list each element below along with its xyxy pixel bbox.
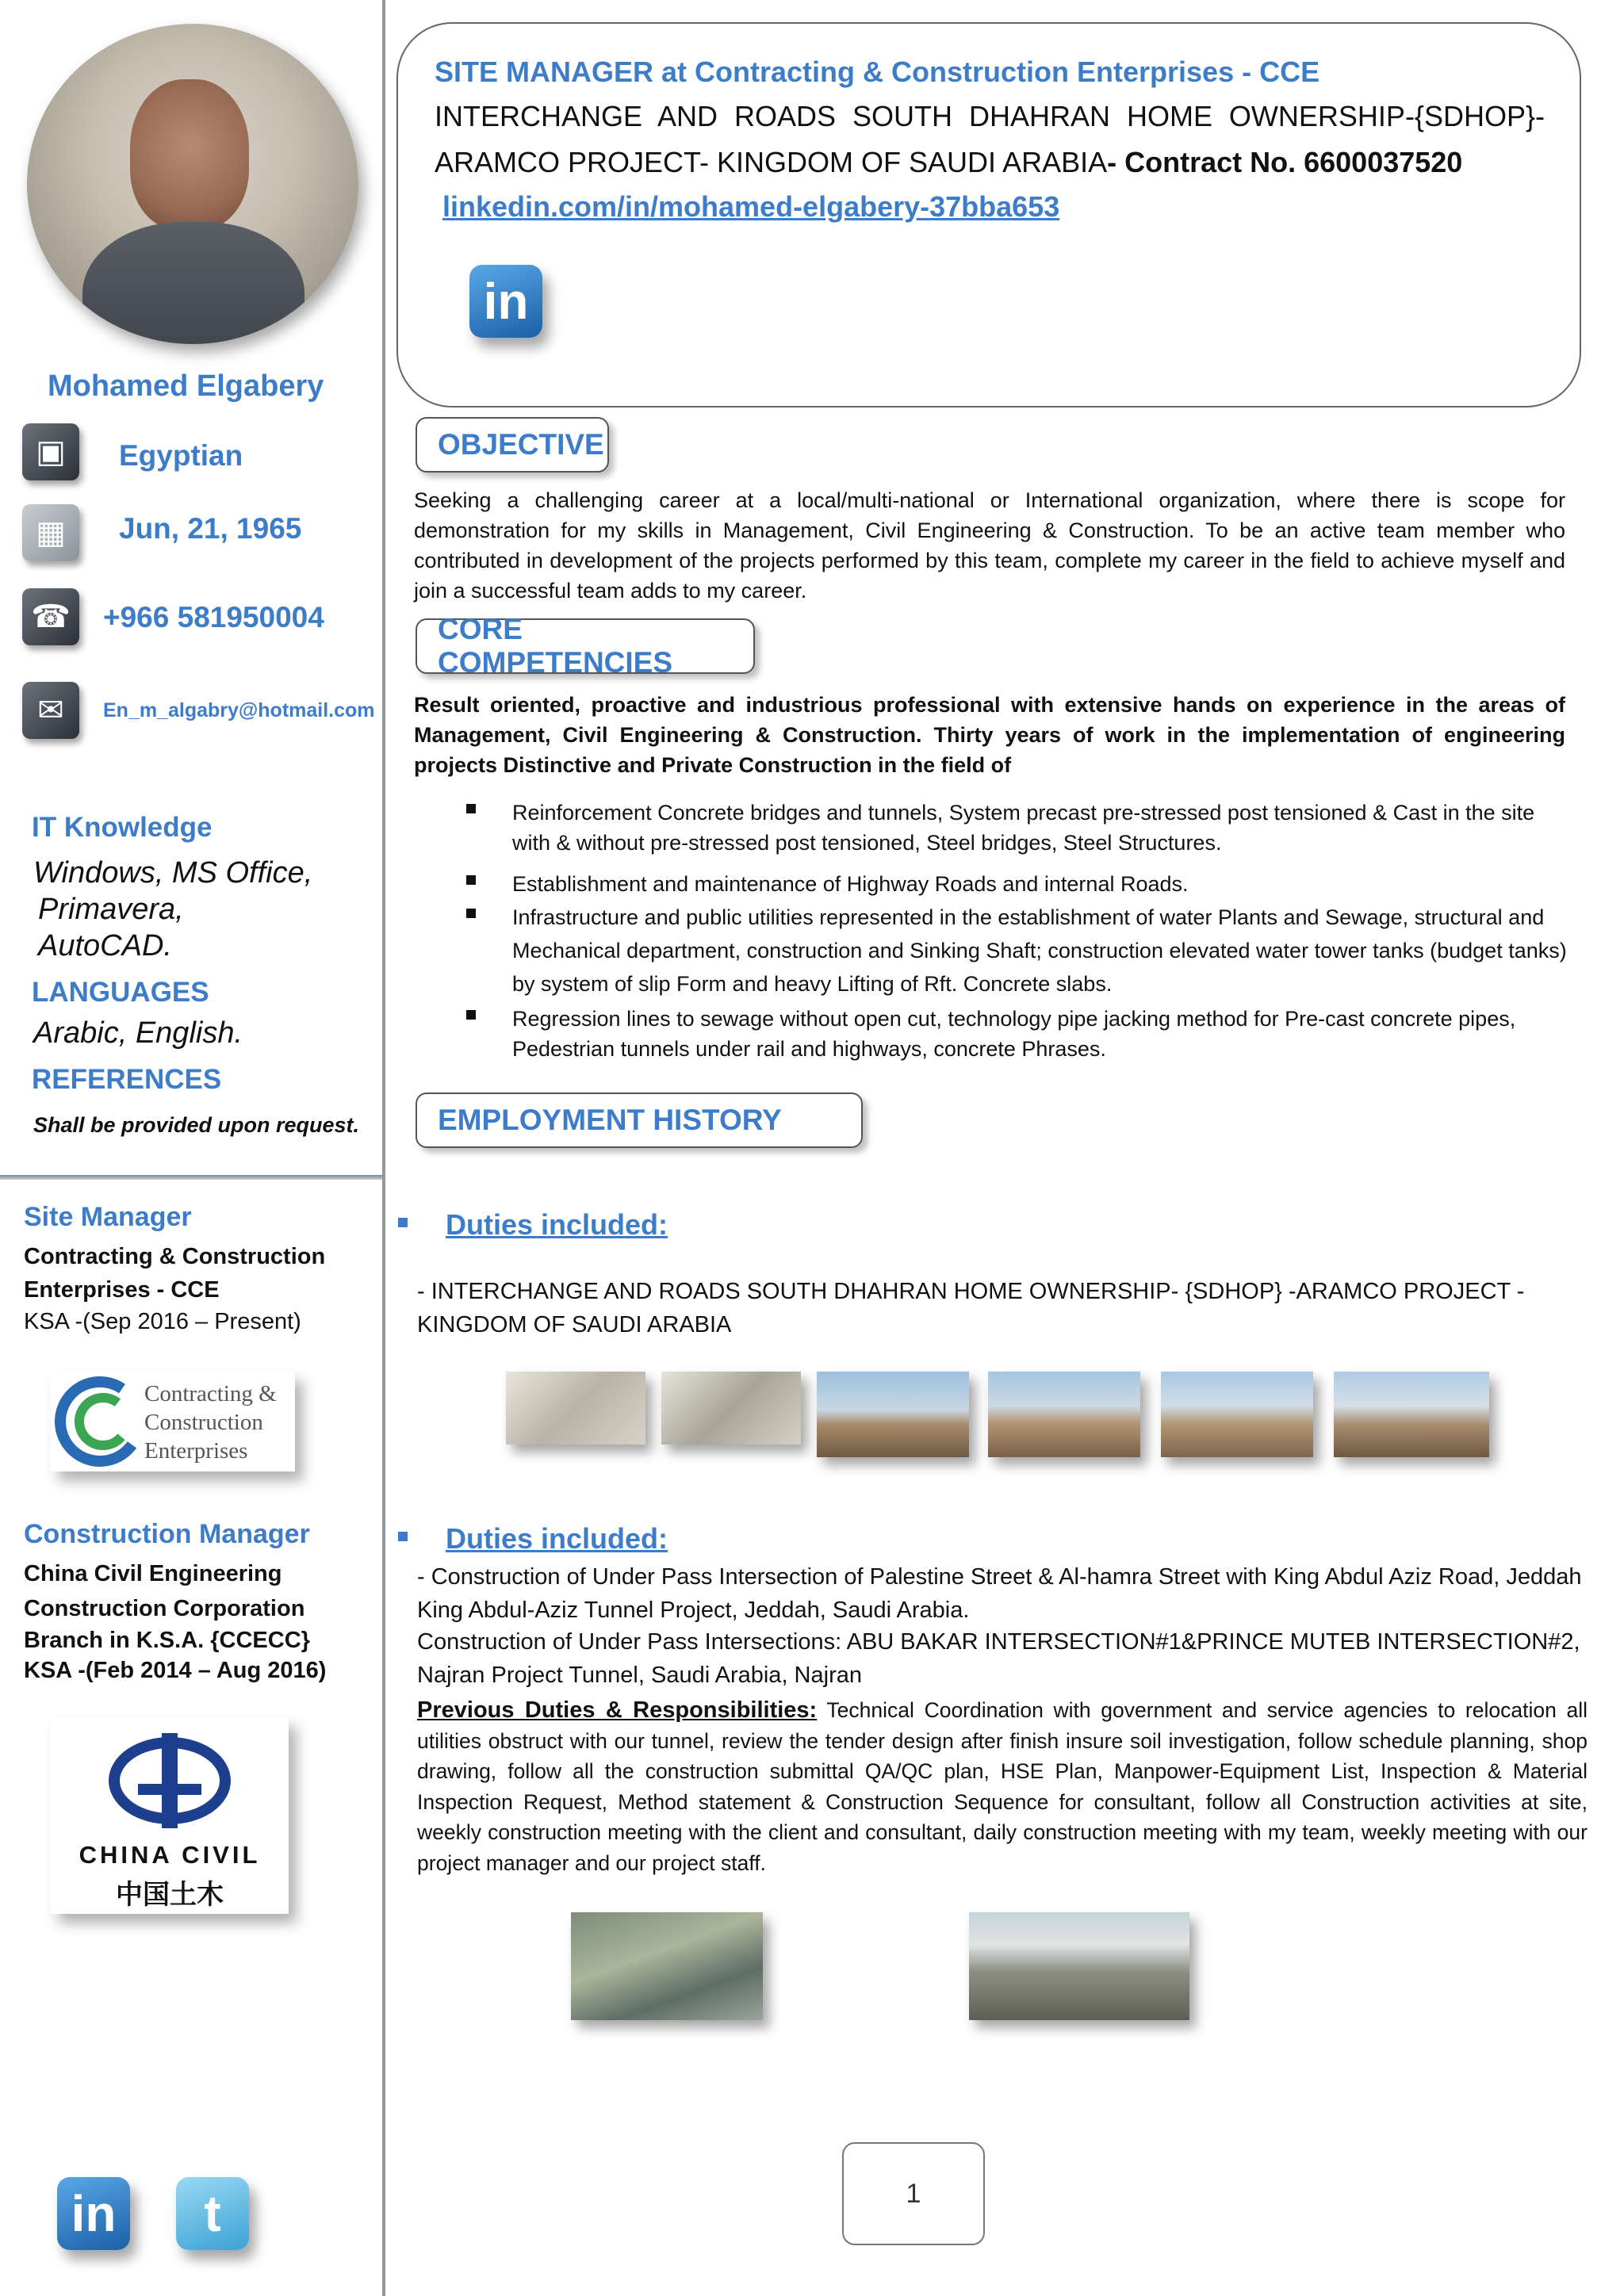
- core-bullet: Reinforcement Concrete bridges and tunnels, System precast pre-stressed post tensioned & Cast in the site with & without pre-stressed post tensioned, Steel bridges, Steel Structures.: [512, 801, 1535, 855]
- linkedin-icon[interactable]: in: [469, 265, 542, 338]
- birth-date: Jun, 21, 1965: [119, 512, 302, 545]
- twitter-social-icon[interactable]: t: [176, 2177, 249, 2250]
- nationality: Egyptian: [119, 439, 243, 472]
- duty-marker: [398, 1532, 408, 1541]
- mail-icon: ✉: [22, 682, 79, 739]
- bullet-marker: [466, 1010, 476, 1020]
- calendar-icon: ▦: [22, 504, 79, 561]
- references-title: REFERENCES: [32, 1064, 222, 1095]
- duties-text: - Construction of Under Pass Intersection of Palestine Street & Al-hamra Street with King Abdul Aziz Road, Jeddah King Abdul-Aziz Tunnel Project, Jeddah, Saudi Arabia.: [417, 1564, 1582, 1623]
- profile-photo: [27, 24, 358, 344]
- logo-line: CHINA CIVIL: [79, 1841, 261, 1869]
- column-divider: [382, 0, 385, 2296]
- logo-line: 中国土木: [116, 1880, 224, 1910]
- logo-line: Contracting &: [144, 1381, 277, 1406]
- project-photo: [661, 1372, 801, 1445]
- core-bullet: Infrastructure and public utilities represented in the establishment of water Plants and Sewage, structural and Mechanical department, construction and Sinking Shaft; construction elevated water tower tanks (budget tanks) by system of slip Form and heavy Lifting of Rft. Concrete slabs.: [512, 905, 1567, 996]
- page-number: 1: [842, 2142, 985, 2245]
- project-photo: [1334, 1372, 1489, 1457]
- email-address[interactable]: En_m_algabry@hotmail.com: [103, 699, 375, 721]
- duties-label: Duties included:: [446, 1522, 668, 1555]
- it-item: Windows, MS Office,: [33, 856, 313, 890]
- languages-value: Arabic, English.: [33, 1016, 243, 1050]
- job-line: KSA -(Sep 2016 – Present): [24, 1309, 301, 1334]
- job-line: Branch in K.S.A. {CCECC}: [24, 1628, 310, 1653]
- job-line: Contracting & Construction: [24, 1244, 326, 1269]
- project-photo: [988, 1372, 1140, 1457]
- bullet-marker: [466, 909, 476, 918]
- languages-title: LANGUAGES: [32, 977, 209, 1008]
- it-item: AutoCAD.: [38, 929, 172, 962]
- job-title: Site Manager: [24, 1202, 192, 1232]
- project-photo: [1161, 1372, 1313, 1457]
- linkedin-social-icon[interactable]: in: [57, 2177, 130, 2250]
- job-title: Construction Manager: [24, 1519, 310, 1549]
- previous-duties: Previous Duties & Responsibilities: Technical Coordination with government and service agencies to relocation all utilities obstruct with our tunnel, review the tender design after finish insure soil investigation, follow schedule planning, shop drawing, follow all the construction submittal QA/QC plan, HSE Plan, Manpower-Equipment List, Inspection & Material Inspection Request, Method statement & Construction Sequence for consultant, follow all Construction activities at site, weekly construction meeting with the client and consultant, daily construction meeting with my team, weekly meeting with our project manager and our project staff.: [417, 1697, 1588, 1875]
- core-competencies-heading: CORE COMPETENCIES: [416, 618, 755, 674]
- duties-label: Duties included:: [446, 1208, 668, 1241]
- core-bullet: Establishment and maintenance of Highway Roads and internal Roads.: [512, 872, 1189, 896]
- header-title: SITE MANAGER at Contracting & Construction Enterprises - CCE: [435, 55, 1320, 88]
- duty-marker: [398, 1218, 408, 1227]
- references-value: Shall be provided upon request.: [33, 1113, 360, 1137]
- project-photo: [506, 1372, 645, 1445]
- header-line: ARAMCO PROJECT- KINGDOM OF SAUDI ARABIA- Contract No. 6600037520: [435, 146, 1463, 178]
- job-line: KSA -(Feb 2014 – Aug 2016): [24, 1658, 327, 1683]
- passport-icon: ▣: [22, 423, 79, 480]
- phone-icon: ☎: [22, 588, 79, 645]
- project-photo: [817, 1372, 969, 1457]
- logo-line: Enterprises: [144, 1438, 248, 1464]
- bullet-marker: [466, 804, 476, 813]
- job-line: Enterprises - CCE: [24, 1277, 220, 1303]
- cce-logo: [51, 1372, 295, 1471]
- objective-text: Seeking a challenging career at a local/multi-national or International organization, where there is scope for demonstration for my skills in Management, Civil Engineering & Construction. To be an active team member who contributed in development of the projects performed by this team, complete my career in the field to achieve myself and join a successful team adds to my career.: [414, 488, 1565, 603]
- linkedin-link[interactable]: linkedin.com/in/mohamed-elgabery-37bba653: [442, 190, 1060, 223]
- project-photo: [571, 1912, 763, 2020]
- bullet-marker: [466, 875, 476, 885]
- logo-line: Construction: [144, 1410, 263, 1435]
- duties-text: - INTERCHANGE AND ROADS SOUTH DHAHRAN HOME OWNERSHIP- {SDHOP} -ARAMCO PROJECT - KINGDOM OF SAUDI ARABIA: [417, 1279, 1525, 1337]
- core-bullet: Regression lines to sewage without open cut, technology pipe jacking method for Pre-cast concrete pipes, Pedestrian tunnels under rail and highways, concrete Phrases.: [512, 1007, 1516, 1061]
- job-line: Construction Corporation: [24, 1596, 305, 1621]
- objective-heading: OBJECTIVE: [416, 417, 609, 473]
- profile-name: Mohamed Elgabery: [48, 369, 324, 403]
- employment-history-heading: EMPLOYMENT HISTORY: [416, 1093, 863, 1148]
- core-intro: Result oriented, proactive and industrious professional with extensive hands on experience in the areas of Management, Civil Engineering & Construction. Thirty years of work in the implementation of engineering projects Distinctive and Private Construction in the field of: [414, 693, 1565, 777]
- it-knowledge-title: IT Knowledge: [32, 812, 213, 843]
- project-photo: [969, 1912, 1189, 2020]
- phone-number[interactable]: +966 581950004: [103, 601, 324, 633]
- duties-text: Construction of Under Pass Intersections: ABU BAKAR INTERSECTION#1&PRINCE MUTEB INTERSECTION#2, Najran Project Tunnel, Saudi Arabia, Najran: [417, 1629, 1580, 1688]
- header-line: INTERCHANGE AND ROADS SOUTH DHAHRAN HOME OWNERSHIP-{SDHOP}-: [435, 100, 1545, 132]
- it-item: Primavera,: [38, 893, 184, 926]
- job-line: China Civil Engineering: [24, 1561, 282, 1586]
- china-civil-logo: [51, 1717, 289, 1914]
- left-divider: [0, 1175, 382, 1180]
